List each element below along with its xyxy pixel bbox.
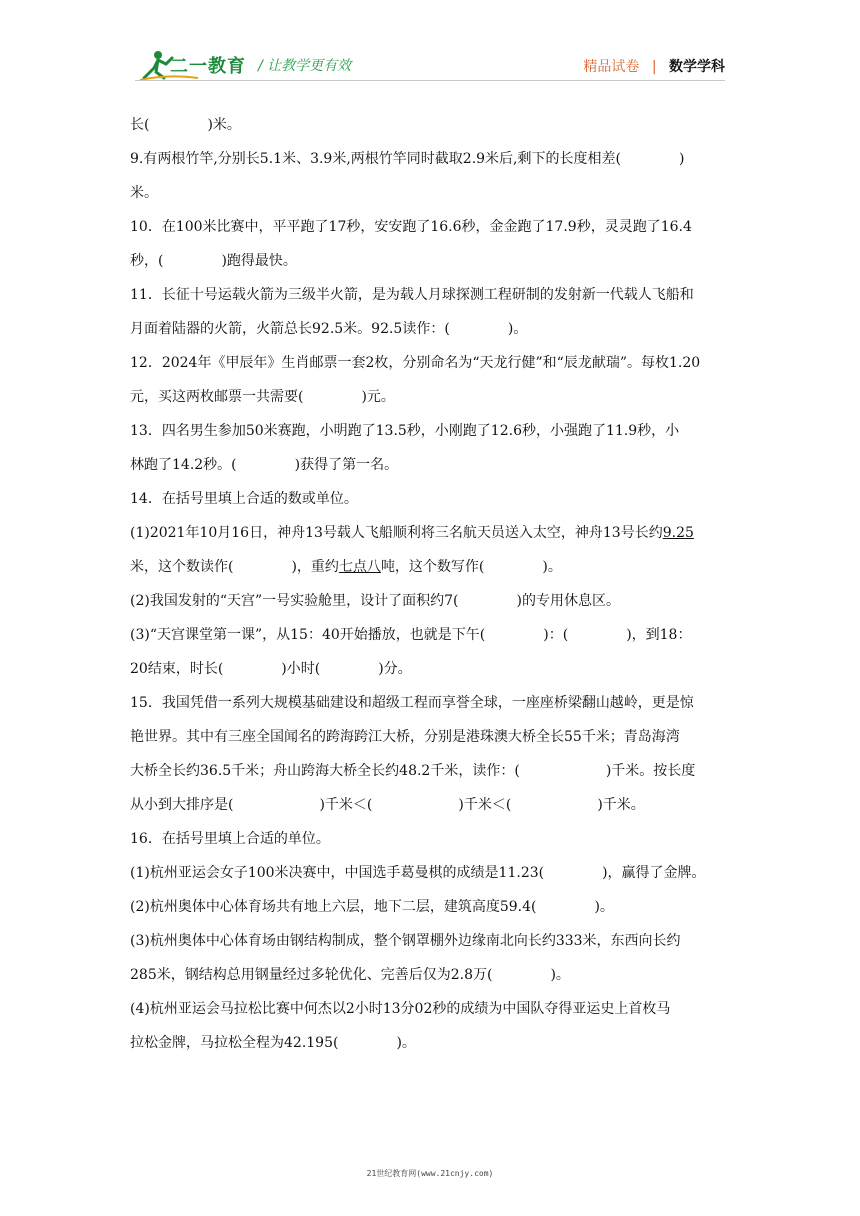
question-13: 13．四名男生参加50米赛跑，小明跑了13.5秒，小刚跑了12.6秒，小强跑了11.9秒，小 林跑了14.2秒。( )获得了第一名。 bbox=[130, 423, 680, 473]
question-16: 16．在括号里填上合适的单位。 (1)杭州亚运会女子100米决赛中，中国选手葛曼棋的成绩是11.23( )，赢得了金牌。 (2)杭州奥体中心体育场共有地上六层，地下二层，建筑高度59.4( )。 (3)杭州奥体中心体育场由钢结构制成，整个钢罩棚外边缘南北向长约333米，东西向长约 285米，钢结构总用钢量经过多轮优化、完善后仅为2.8万( )。 (4)杭州亚运会马拉松比赛中何杰以2小时13分02秒的成绩为中国队夺得亚运史上首枚马 拉松金牌，马拉松全程为42.195( )。 bbox=[130, 831, 706, 1051]
question-11: 11．长征十号运载火箭为三级半火箭，是为载人月球探测工程研制的发射新一代载人飞船和 月面着陆器的火箭，火箭总长92.5米。92.5读作：( )。 bbox=[130, 287, 694, 337]
header-divider bbox=[135, 80, 725, 81]
question-9: 9.有两根竹竿,分别长5.1米、3.9米,两根竹竿同时截取2.9米后,剩下的长度相差( ) 米。 bbox=[130, 151, 685, 201]
page-header bbox=[0, 0, 860, 100]
logo-text: 二一教育 bbox=[170, 56, 246, 77]
question-10: 10．在100米比赛中，平平跑了17秒，安安跑了16.6秒，金金跑了17.9秒，灵灵跑了16.4 秒，( )跑得最快。 bbox=[130, 219, 692, 269]
header-tags bbox=[583, 56, 725, 76]
line: 长( )米。 bbox=[130, 117, 241, 133]
question-15: 15．我国凭借一系列大规模基础建设和超级工程而享誉全球，一座座桥梁翻山越岭，更是惊 艳世界。其中有三座全国闻名的跨海跨江大桥，分别是港珠澳大桥全长55千米；青岛海湾 大桥全长约36.5千米；舟山跨海大桥全长约48.2千米，读作：( )千米。按长度 从小到大排序是( )千米＜( )千米＜( )千米。 bbox=[130, 695, 696, 813]
question-content bbox=[130, 108, 732, 1060]
slogan: / 让教学更有效 bbox=[258, 58, 352, 74]
question-14: 14．在括号里填上合适的数或单位。 (1)2021年10月16日，神舟13号载人飞船顺利将三名航天员送入太空，神舟13号长约9.25 米，这个数读作( )，重约七点八吨，这个数写作( )。 (2)我国发射的“天宫”一号实验舱里，设计了面积约7( )的专用休息区。 (3)“天宫课堂第一课”，从15：40开始播放，也就是下午( )：( )，到18： 20结束，时长( )小时( )分。 bbox=[130, 491, 694, 677]
tag-subject: 数学学科 bbox=[669, 59, 725, 75]
tag-separator: | bbox=[651, 59, 657, 75]
tag-premium: 精品试卷 bbox=[583, 59, 640, 75]
page-footer: 21世纪教育网(www.21cnjy.com) bbox=[366, 1169, 494, 1178]
question-12: 12．2024年《甲辰年》生肖邮票一套2枚，分别命名为“天龙行健”和“辰龙献瑞”。每枚1.20 元，买这两枚邮票一共需要( )元。 bbox=[130, 355, 701, 405]
